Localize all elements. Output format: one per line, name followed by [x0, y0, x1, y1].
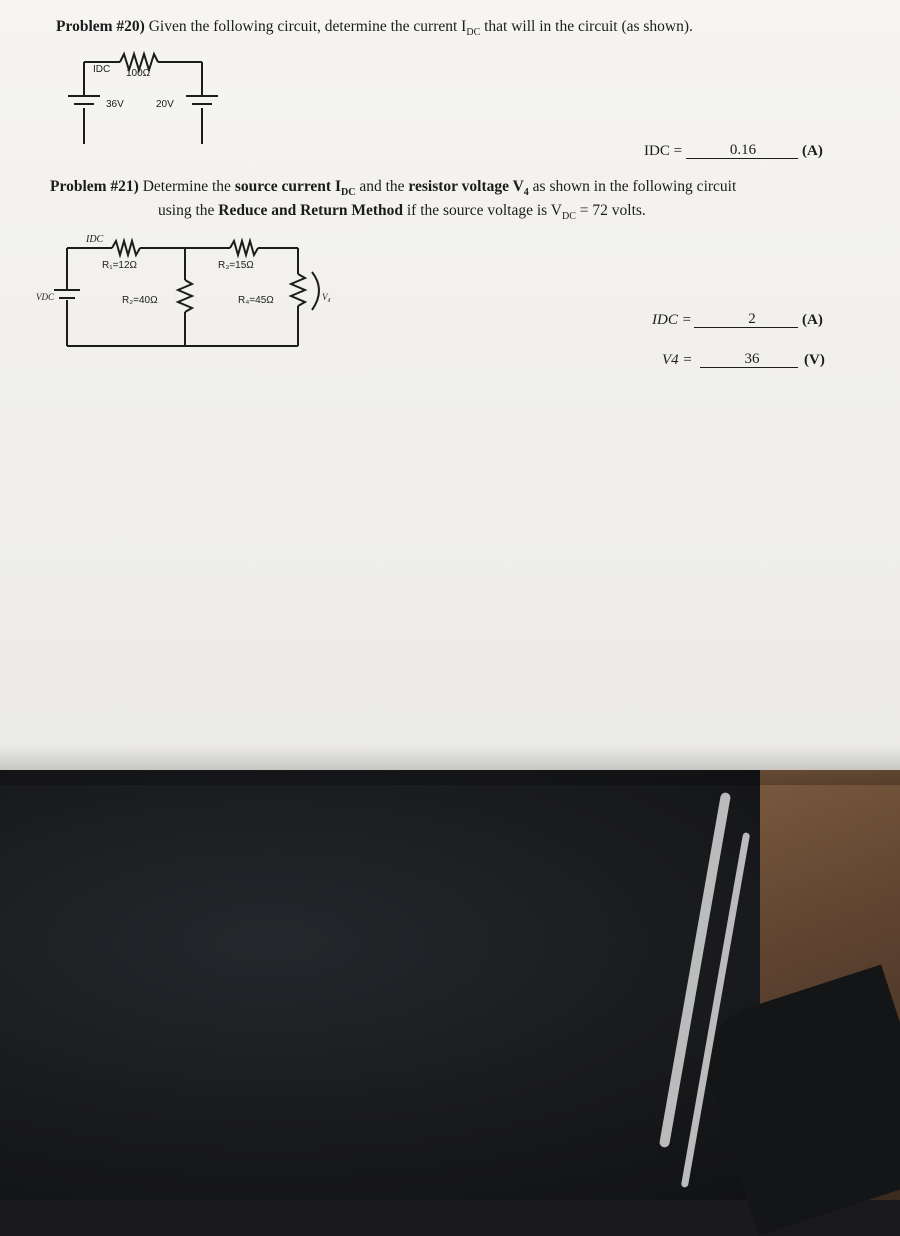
p21-sub-c: DC — [561, 211, 576, 223]
p21-text-d: resistor voltage V — [408, 178, 524, 195]
problem-21-statement-line1 — [50, 178, 736, 198]
p21-r4-label: R₄=45Ω — [238, 295, 274, 306]
problem-20-circuit — [60, 44, 240, 144]
problem-20-sub: DC — [466, 27, 481, 39]
p21-text-c: and the — [355, 178, 409, 195]
p20-source1-label: 36V — [106, 99, 124, 110]
p20-answer-unit: (A) — [802, 143, 823, 159]
p21-r1-label: R₁=12Ω — [102, 260, 138, 271]
p21-text-b: source current I — [234, 178, 341, 195]
p21-sub-b: 4 — [523, 187, 529, 199]
p21-answer-idc-value: 2 — [748, 311, 756, 327]
p21-r3-label: R₃=15Ω — [218, 260, 254, 271]
p21-answer-idc-label: IDC = — [652, 312, 692, 328]
p21-text-e: as shown in the following circuit — [528, 178, 737, 195]
p21-text-g: Reduce and Return Method — [218, 202, 403, 219]
problem-21-heading: Problem #21) — [50, 178, 139, 195]
p21-answer-v4-value: 36 — [744, 351, 760, 367]
p21-sub-a: DC — [341, 187, 356, 199]
p21-answer-v4-unit: (V) — [804, 352, 825, 368]
p21-r2-label: R₂=40Ω — [122, 295, 158, 306]
p21-answer-v4-label: V4 = — [662, 352, 693, 368]
problem-20-statement — [56, 18, 693, 38]
p20-current-label: IDC — [93, 64, 111, 75]
problem-20-text: Given the following circuit, determine the current I — [148, 18, 467, 35]
problem-21-circuit — [30, 228, 350, 358]
resistor-r4-icon — [291, 274, 305, 306]
p20-source2-label: 20V — [156, 99, 174, 110]
resistor-r3-icon — [230, 241, 258, 255]
p21-answer-idc-unit: (A) — [802, 312, 823, 328]
problem-20-text-tail: that will in the circuit (as shown). — [480, 18, 693, 35]
p20-answer-label: IDC = — [644, 143, 683, 159]
p21-text-a: Determine the — [138, 178, 235, 195]
paper-edge-shadow — [0, 745, 900, 785]
resistor-r2-icon — [178, 280, 192, 312]
p21-text-i: = 72 volts. — [575, 202, 646, 219]
problem-20-heading: Problem #20) — [56, 18, 145, 35]
p21-current-label: IDC — [86, 234, 104, 245]
p21-text-f: using the — [158, 202, 219, 219]
v4-polarity-arc-icon — [312, 272, 319, 310]
p21-source-label: VDC — [36, 292, 54, 302]
p21-v4-label: V₄ — [322, 292, 331, 302]
problem-21-statement-line2 — [158, 202, 646, 222]
p20-answer-value: 0.16 — [729, 142, 757, 158]
p21-text-h: if the source voltage is V — [403, 202, 562, 219]
p20-resistor-label: 100Ω — [126, 68, 151, 79]
resistor-r1-icon — [112, 241, 140, 255]
